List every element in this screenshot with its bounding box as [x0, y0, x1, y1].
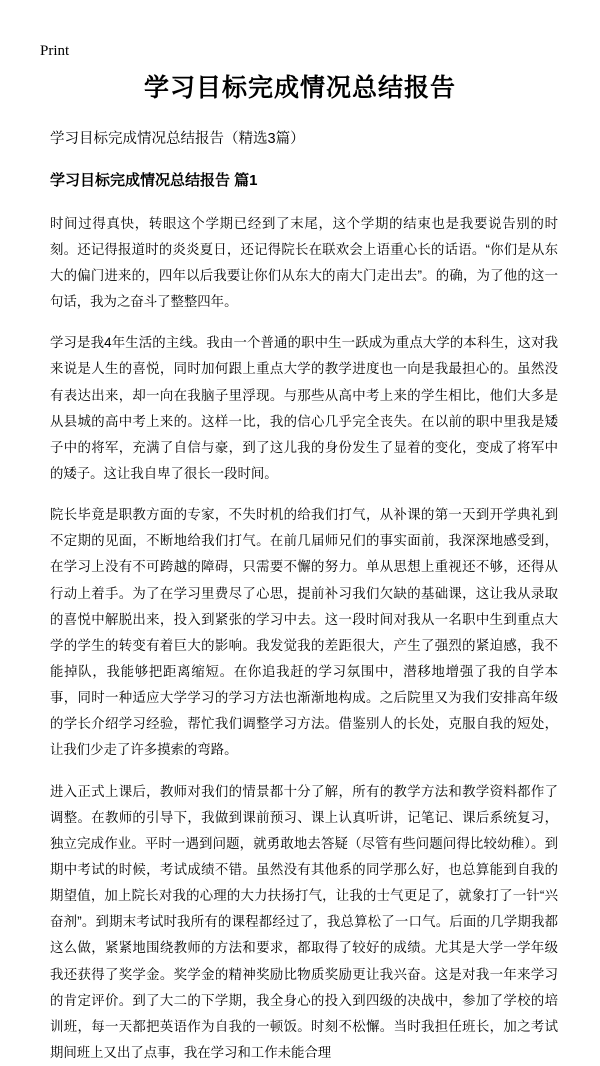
paragraph: 学习是我4年生活的主线。我由一个普通的职中生一跃成为重点大学的本科生，这对我来说是人生的喜悦，同时加何跟上重点大学的教学进度也一向是我最担心的。虽然没有表达出来，却一向在我脑子里浮现。与那些从高中考上来的学生相比，他们大多是从县城的高中考上来的。这样一比，我的信心几乎完全丧失。在以前的职中里我是矮子中的将军，充满了自信与豪，到了这儿我的身份发生了显着的变化，变成了将军中的矮子。这让我自卑了很长一段时间。	[50, 335, 558, 482]
document-body	[40, 0, 560, 1066]
section-heading: 学习目标完成情况总结报告 篇1	[50, 172, 258, 190]
document-subtitle: 学习目标完成情况总结报告（精选3篇）	[50, 130, 305, 147]
page-title: 学习目标完成情况总结报告	[143, 74, 456, 102]
paragraph: 院长毕竟是职教方面的专家，不失时机的给我们打气，从补课的第一天到开学典礼到不定期的见面，不断地给我们打气。在前几届师兄们的事实面前，我深深地感受到，在学习上没有不可跨越的障碍，只需要不懈的努力。单从思想上重视还不够，还得从行动上着手。为了在学习里费尽了心思，提前补习我们欠缺的基础课，这让我从录取的喜悦中解脱出来，投入到紧张的学习中去。这一段时间对我从一名职中生到重点大学的学生的转变有着巨大的影响。我发觉我的差距很大，产生了强烈的紧迫感，我不能掉队，我能够把距离缩短。在你追我赶的学习氛围中，潜移地增强了我的自学本事，同时一种适应大学学习的学习方法也渐渐地构成。之后院里又为我们安排高年级的学长介绍学习经验，帮忙我们调整学习方法。借鉴别人的长处，克服自我的短处，让我们少走了许多摸索的弯路。	[50, 507, 558, 758]
paragraph: 时间过得真快，转眼这个学期已经到了末尾，这个学期的结束也是我要说告别的时刻。还记得报道时的炎炎夏日，还记得院长在联欢会上语重心长的话语。“你们是从东大的偏门进来的，四年以后我要让你们从东大的南大门走出去”。的确，为了他的这一句话，我为之奋斗了整整四年。	[50, 215, 558, 310]
print-button[interactable]: Print	[40, 43, 70, 59]
paragraph: 进入正式上课后，教师对我们的情景都十分了解，所有的教学方法和教学资料都作了调整。在教师的引导下，我做到课前预习、课上认真听讲，记笔记、课后系统复习，独立完成作业。平时一遇到问题，就勇敢地去答疑（尽管有些问题问得比较幼稚）。到期中考试的时候，考试成绩不错。虽然没有其他系的同学那么好，也总算能到自我的期望值，加上院长对我的心理的大力扶扬打气，让我的士气更足了，就象打了一针“兴奋剂”。到期末考试时我所有的课程都经过了，我总算松了一口气。后面的几学期我都这么做，紧紧地围绕教师的方法和要求，都取得了较好的成绩。尤其是大学一学年级我还获得了奖学金。奖学金的精神奖励比物质奖励更让我兴奋。这是对我一年来学习的肯定评价。到了大二的下学期，我全身心的投入到四级的决战中，参加了学校的培训班，每一天都把英语作为自我的一顿饭。时刻不松懈。当时我担任班长，加之考试期间班上又出了点事，我在学习和工作未能合理	[50, 783, 558, 1060]
